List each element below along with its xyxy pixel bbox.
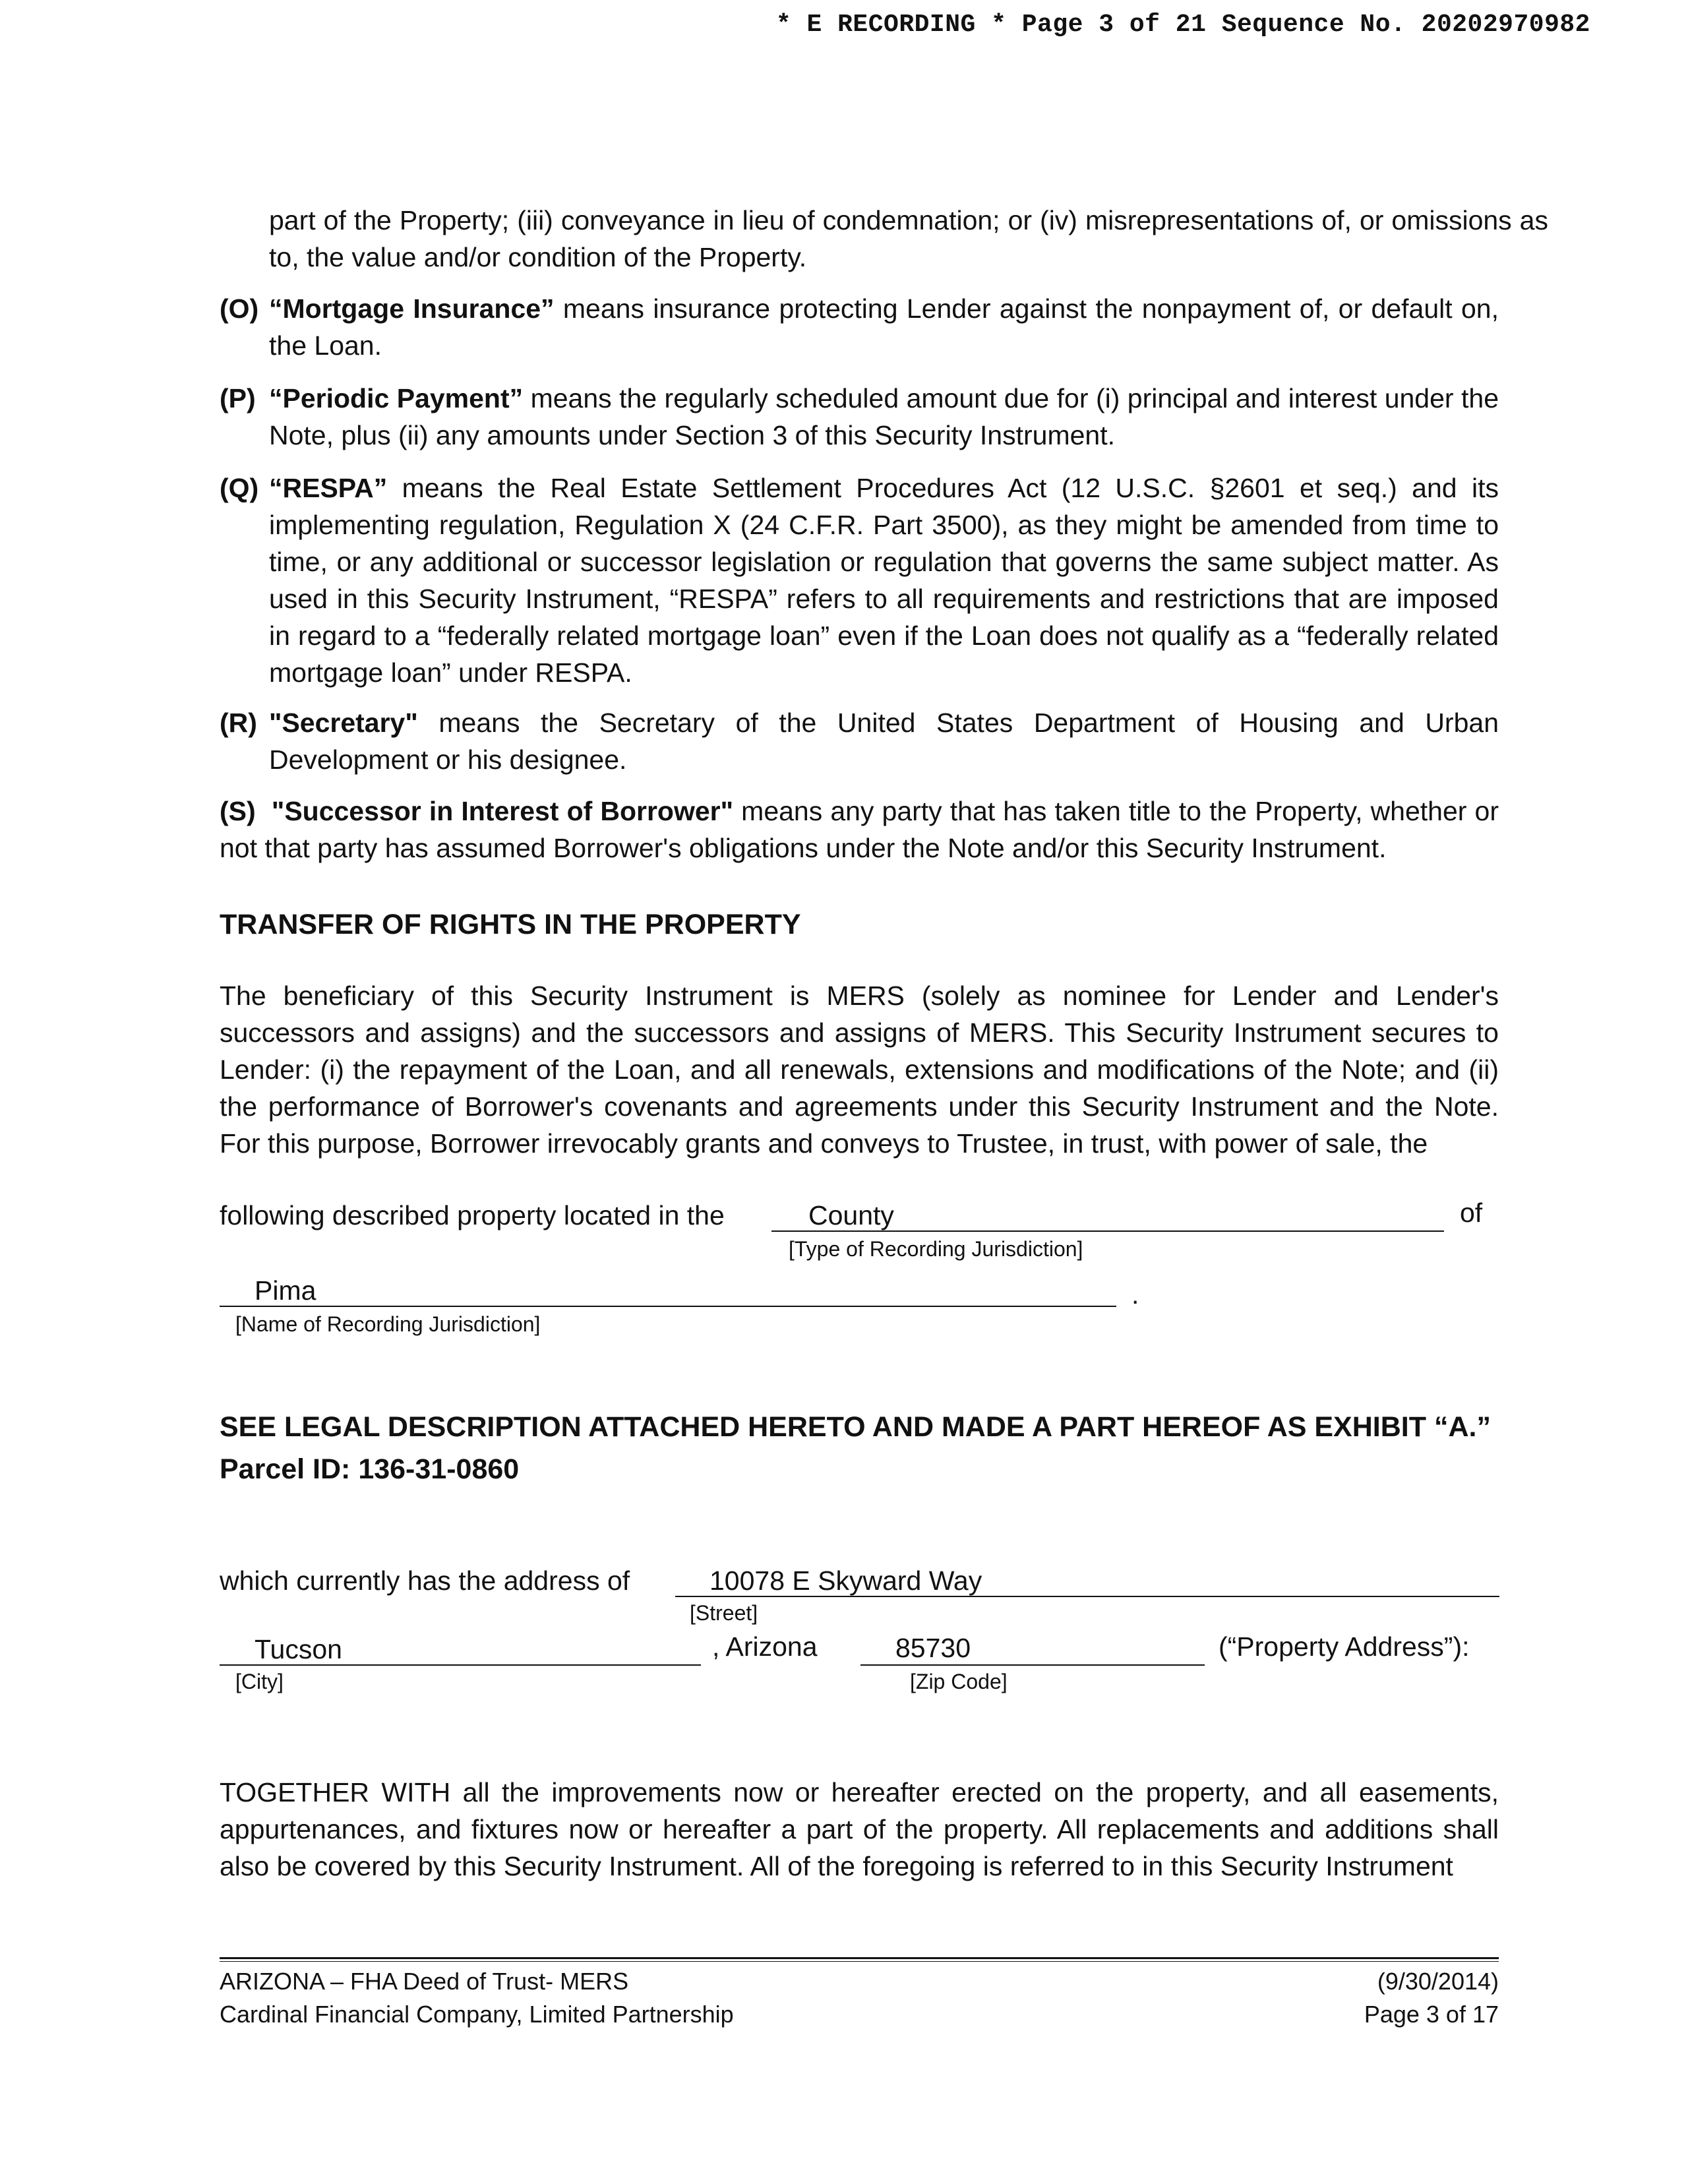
transfer-heading: TRANSFER OF RIGHTS IN THE PROPERTY	[220, 909, 801, 940]
zip-caption: [Zip Code]	[910, 1670, 1008, 1693]
definition-body	[269, 380, 1499, 454]
definition-body	[269, 704, 1499, 778]
definition-successor	[220, 793, 1499, 866]
definition-term: “Mortgage Insurance”	[269, 293, 555, 324]
definition-periodic-payment	[220, 380, 1499, 454]
definition-letter: (R)	[220, 708, 257, 738]
definition-body	[269, 470, 1499, 691]
zip-line	[860, 1664, 1205, 1666]
definition-letter: (Q)	[220, 473, 259, 503]
jurisdiction-type-caption: [Type of Recording Jurisdiction]	[789, 1237, 1083, 1261]
legal-description-line: SEE LEGAL DESCRIPTION ATTACHED HERETO AND MADE A PART HEREOF AS EXHIBIT “A.”	[220, 1411, 1491, 1443]
city-value: Tucson	[255, 1634, 342, 1664]
definition-text: means the Real Estate Settlement Procedures Act (12 U.S.C. §2601 et seq.) and its implementing regulation, Regulation X (24 C.F.R. Part 3500), as they might be amended from time to time, or any additional or successor legislation or regulation that governs the same subject matter. As used in this Security Instrument, “RESPA” refers to all requirements and restrictions that are imposed in regard to a “federally related mortgage loan” even if the Loan does not qualify as a “federally related mortgage loan” under RESPA.	[269, 473, 1499, 688]
located-prefix: following described property located in the	[220, 1200, 725, 1230]
definition-body	[269, 290, 1499, 364]
definition-text: means insurance protecting Lender against the nonpayment of, or default on, the Loan.	[269, 293, 1499, 361]
zip-value: 85730	[895, 1633, 971, 1663]
recording-header: * E RECORDING * Page 3 of 21 Sequence No. 20202970982	[775, 11, 1590, 39]
footer-form-name: ARIZONA – FHA Deed of Trust- MERS	[220, 1968, 629, 1995]
address-prefix: which currently has the address of	[220, 1565, 630, 1596]
jurisdiction-type-value: County	[808, 1200, 894, 1230]
jurisdiction-name-line	[220, 1306, 1116, 1307]
property-address-label: (“Property Address”):	[1219, 1631, 1470, 1662]
footer-company: Cardinal Financial Company, Limited Partnership	[220, 2001, 734, 2028]
definition-term: “RESPA”	[269, 473, 388, 503]
definition-term: “Periodic Payment”	[269, 383, 524, 413]
definition-letter: (S)	[220, 796, 256, 826]
of-word: of	[1460, 1198, 1483, 1228]
street-caption: [Street]	[690, 1601, 758, 1625]
state-text: , Arizona	[712, 1631, 818, 1662]
intro-continuation: part of the Property; (iii) conveyance in lieu of condemnation; or (iv) misrepresentations of, or omissions as to, the value and/or condition of the Property.	[269, 205, 1548, 272]
footer-rule	[220, 1957, 1499, 1959]
parcel-id: Parcel ID: 136-31-0860	[220, 1453, 520, 1485]
definition-term: "Successor in Interest of Borrower"	[271, 796, 734, 826]
definition-text: means any party that has taken title to the Property, whether or not that party has assumed Borrower's obligations under the Note and/or this Security Instrument.	[220, 796, 1499, 863]
definition-text: means the regularly scheduled amount due for (i) principal and interest under the Note, plus (ii) any amounts under Section 3 of this Security Instrument.	[269, 383, 1499, 450]
transfer-paragraph: The beneficiary of this Security Instrument is MERS (solely as nominee for Lender and Lender's successors and assigns) and the successors and assigns of MERS. This Security Instrument secures to Lender: (i) the repayment of the Loan, and all renewals, extensions and modifications of the Note; and (ii) the performance of Borrower's covenants and agreements under this Security Instrument and the Note. For this purpose, Borrower irrevocably grants and conveys to Trustee, in trust, with power of sale, the	[220, 981, 1499, 1159]
city-caption: [City]	[235, 1670, 284, 1693]
footer-page-number: Page 3 of 17	[1364, 2001, 1499, 2028]
jurisdiction-name-caption: [Name of Recording Jurisdiction]	[235, 1312, 541, 1336]
definition-mortgage-insurance	[220, 290, 1499, 364]
together-with-paragraph: TOGETHER WITH all the improvements now or hereafter erected on the property, and all easements, appurtenances, and fixtures now or hereafter a part of the property. All replacements and additions shall also be covered by this Security Instrument. All of the foregoing is referred to in this Security Instrument	[220, 1777, 1499, 1881]
definition-letter: (P)	[220, 383, 256, 413]
footer-rule-thin	[220, 1961, 1499, 1962]
definition-secretary	[220, 704, 1499, 778]
jurisdiction-period: .	[1131, 1279, 1139, 1310]
definition-letter: (O)	[220, 293, 259, 324]
street-value: 10078 E Skyward Way	[709, 1565, 982, 1596]
definition-respa	[220, 470, 1499, 691]
definition-term: "Secretary"	[269, 708, 418, 738]
footer-form-date: (9/30/2014)	[1377, 1968, 1499, 1995]
jurisdiction-name-value: Pima	[255, 1275, 316, 1306]
definition-text: means the Secretary of the United States Department of Housing and Urban Development or his designee.	[269, 708, 1499, 775]
